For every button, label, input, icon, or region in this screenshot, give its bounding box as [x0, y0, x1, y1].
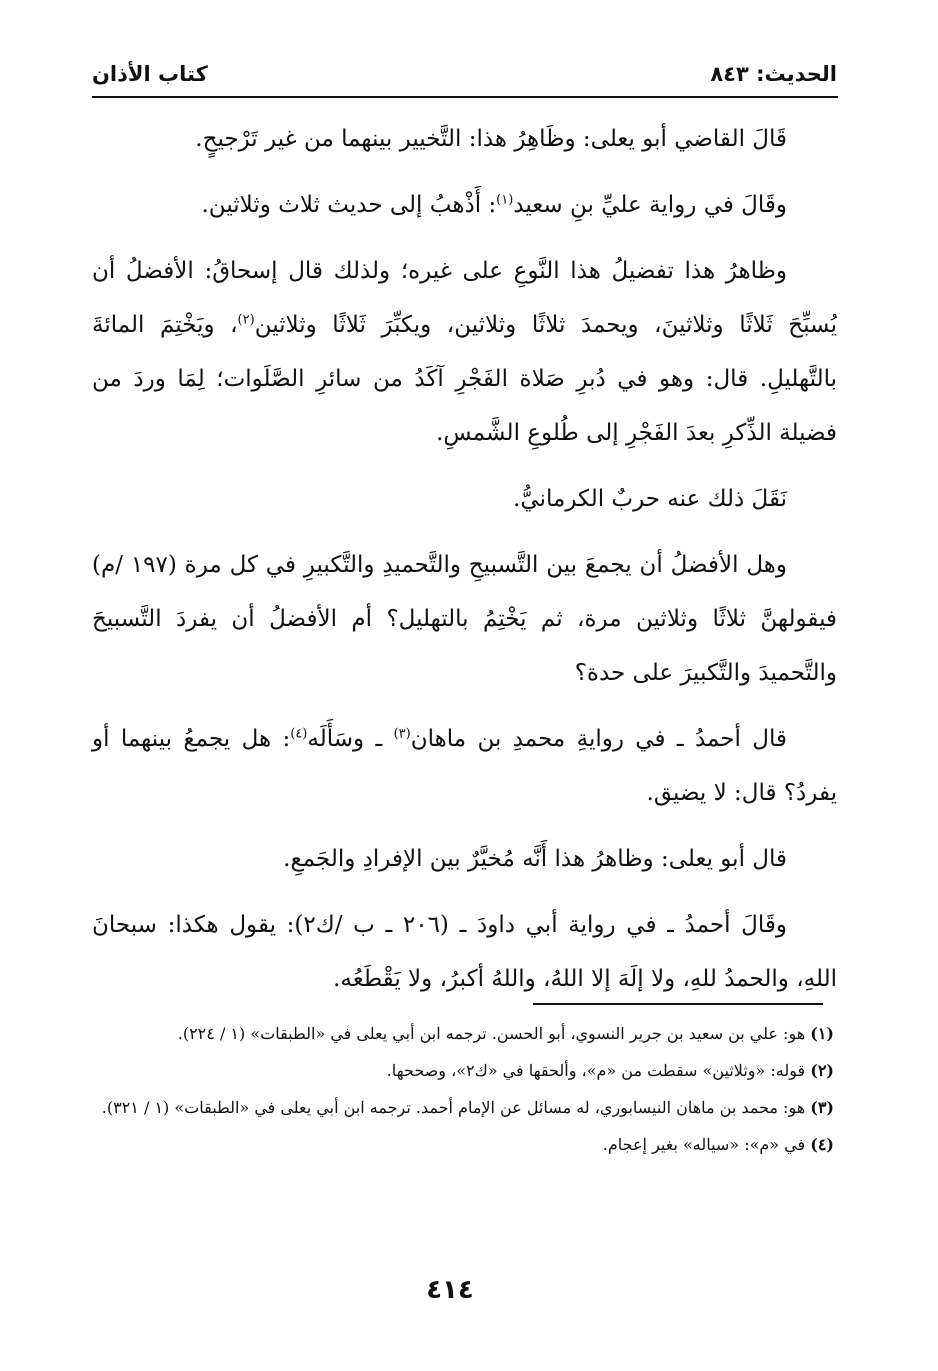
- paragraph-text: قَالَ القاضي أبو يعلى: وظَاهِرُ هذا: التَّخيير بينهما من غير تَرْجيحٍ.: [195, 126, 787, 152]
- paragraph: [92, 898, 837, 1006]
- footnote-number: (١): [810, 1024, 834, 1043]
- paragraph-text: : أَذْهبُ إلى حديث ثلاث وثلاثين.: [201, 192, 497, 218]
- paragraph: [92, 538, 837, 700]
- footnote-item: [92, 1018, 834, 1049]
- paragraph: [92, 712, 837, 820]
- footnote-ref[interactable]: (٢): [237, 312, 255, 328]
- paragraph-text: : هل يجمعُ بينهما أو يفردُ؟ قال: لا يضيق.: [92, 726, 837, 806]
- paragraph-text: وقَالَ أحمدُ ـ في رواية أبي داودَ ـ (٢٠٦ ـ ب /ك٢): يقول هكذا: سبحانَ اللهِ، والحمدُ للهِ، ولا إلَهَ إلا اللهُ، واللهُ أكبرُ، ولا يَقْطَعُه.: [92, 912, 837, 992]
- footnote-number: (٣): [810, 1098, 834, 1117]
- footnote-text: قوله: «وثلاثين» سقطت من «م»، وألحقها في «ك٢»، وصححها.: [386, 1061, 806, 1080]
- footnote-text: هو: علي بن سعيد بن جرير النسوي، أبو الحسن. ترجمه ابن أبي يعلى في «الطبقات» (١ / ٢٢٤).: [177, 1024, 806, 1043]
- paragraph: [92, 832, 837, 886]
- footnote-item: [92, 1092, 834, 1123]
- footnote-item: [92, 1129, 834, 1160]
- footnote-number: (٤): [810, 1135, 834, 1154]
- paragraph: [92, 112, 837, 166]
- footnote-item: [92, 1055, 834, 1086]
- paragraph-text: وهل الأفضلُ أن يجمعَ بين التَّسبيحِ والتَّحميدِ والتَّكبيرِ في كل مرة (١٩٧ /م) فيقولهنَّ ثلاثًا وثلاثين مرة، ثم يَخْتِمُ بالتهليل؟ أم الأفضلُ أن يفردَ التَّسبيحَ والتَّحميدَ والتَّكبيرَ على حدة؟: [92, 552, 837, 686]
- footnotes: [92, 1018, 834, 1166]
- paragraph-text: قال أحمدُ ـ في روايةِ محمدِ بن ماهان: [410, 726, 787, 752]
- paragraph-text: وظاهرُ هذا تفضيلُ هذا النَّوعِ على غيره؛ ولذلك قال إسحاقُ: الأفضلُ أن يُسبِّحَ ثَلاثًا وثلاثينَ، ويحمدَ ثلاثًا وثلاثين، ويكبِّرَ ثَلاثًا وثلاثين: [92, 258, 837, 338]
- footnote-separator: [533, 1003, 823, 1005]
- hadith-number-label: الحديث: ٨٤٣: [710, 62, 837, 86]
- page-number: ٤١٤: [426, 1275, 474, 1305]
- paragraph-text: ـ وسَأَلَه: [307, 726, 394, 752]
- main-text: [92, 112, 837, 1018]
- paragraph: [92, 244, 837, 460]
- paragraph-text: ، ويَخْتِمَ المائةَ بالتَّهليلِ. قال: وهو في دُبرِ صَلاة الفَجْرِ آكَدُ من سائرِ الصَّلَوات؛ لِمَا وردَ من فضيلة الذِّكرِ بعدَ الفَجْرِ إلى طُلوعِ الشَّمسِ.: [92, 312, 838, 446]
- paragraph-text: قال أبو يعلى: وظاهرُ هذا أَنَّه مُخيَّرٌ بين الإفرادِ والجَمعِ.: [283, 846, 787, 872]
- header-rule: [92, 96, 838, 98]
- running-header: [92, 58, 837, 98]
- paragraph-text: نَقَلَ ذلك عنه حربٌ الكرمانيُّ.: [513, 486, 787, 512]
- footnote-number: (٢): [810, 1061, 834, 1080]
- book-title: كتاب الأذان: [92, 62, 208, 86]
- paragraph: [92, 472, 837, 526]
- footnote-text: هو: محمد بن ماهان النيسابوري، له مسائل عن الإمام أحمد. ترجمه ابن أبي يعلى في «الطبقات» (١ / ٣٢١).: [101, 1098, 806, 1117]
- footnote-text: في «م»: «سياله» بغير إعجام.: [602, 1135, 806, 1154]
- paragraph-text: وقَالَ في رواية عليِّ بنِ سعيد: [513, 192, 787, 218]
- paragraph: [92, 178, 837, 232]
- footnote-ref[interactable]: (١): [496, 192, 514, 208]
- footnote-ref[interactable]: (٣): [393, 726, 411, 742]
- footnote-ref[interactable]: (٤): [290, 726, 308, 742]
